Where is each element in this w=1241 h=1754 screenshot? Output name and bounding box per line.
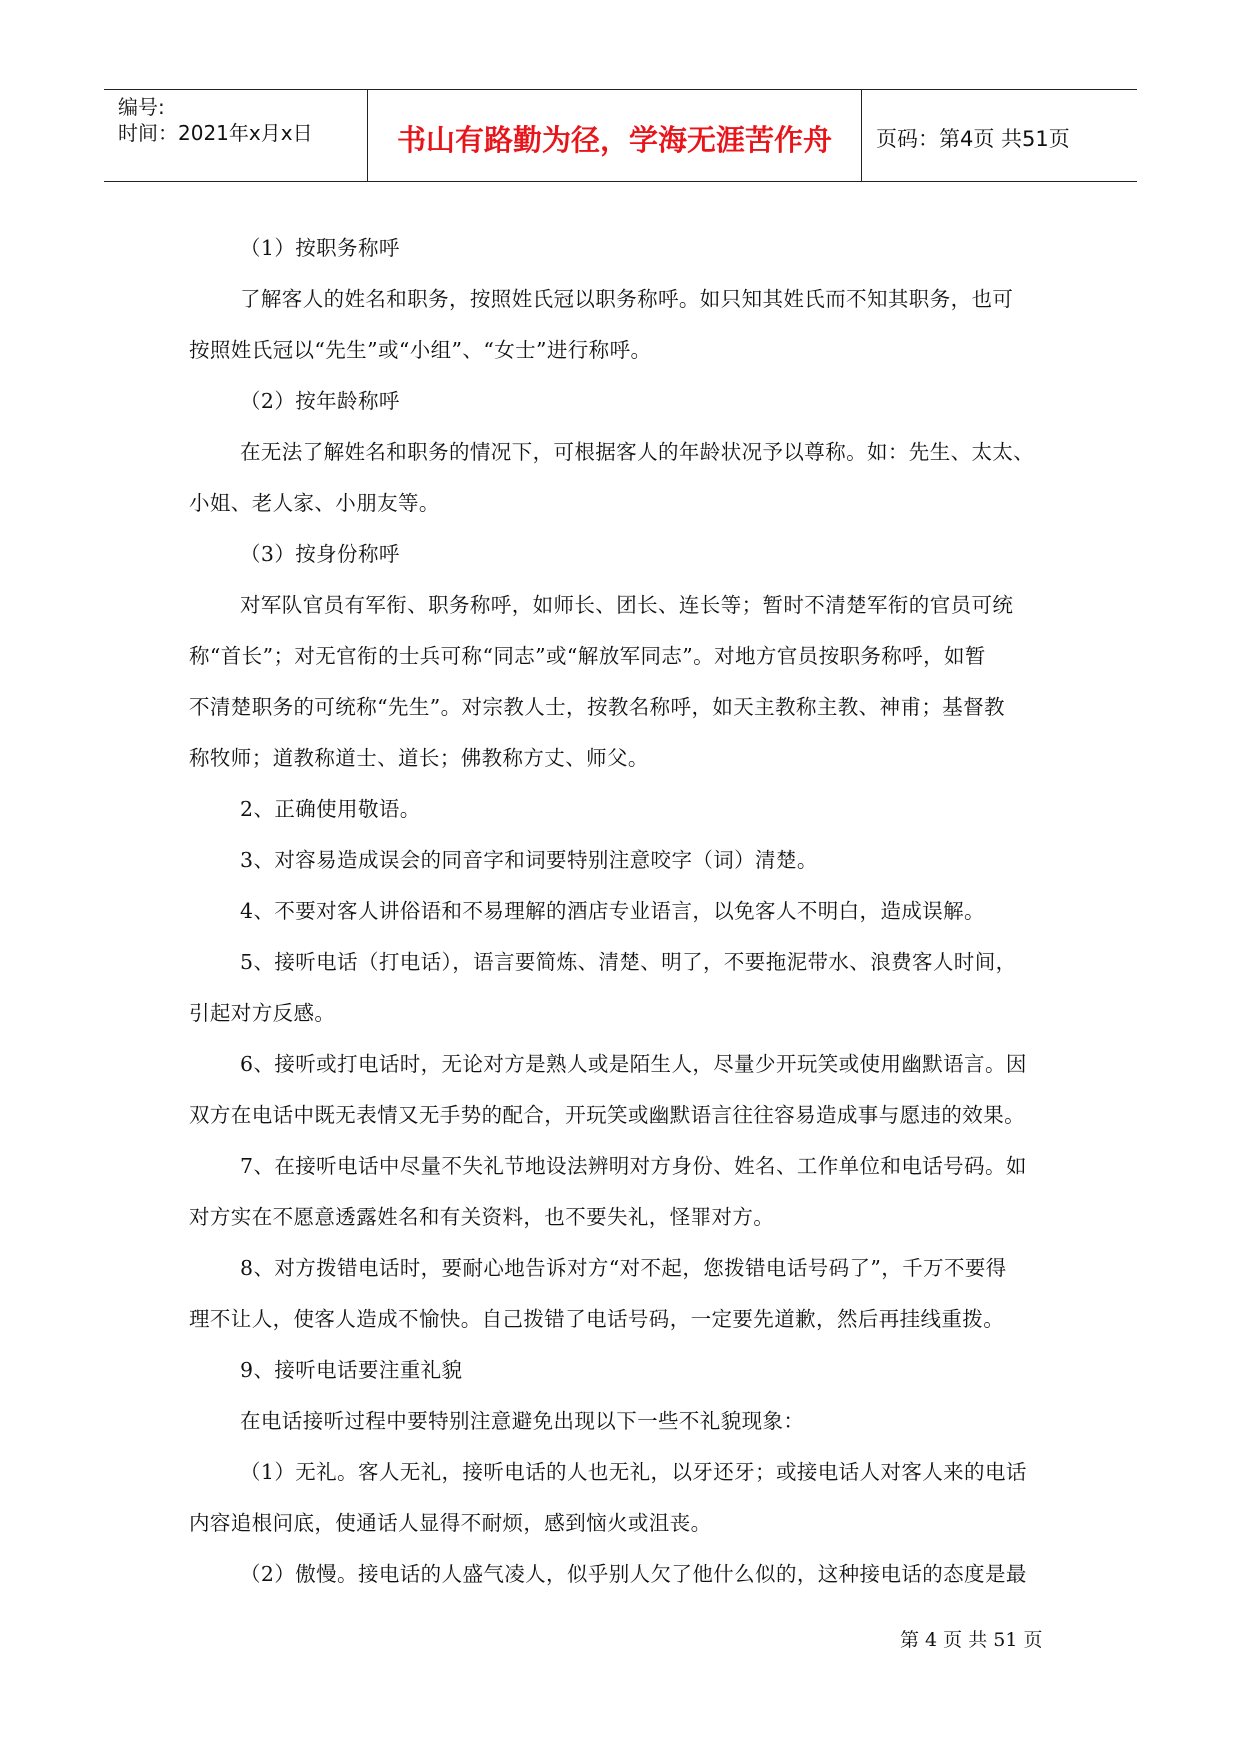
document-body: [189, 223, 1071, 1600]
body-line: 8、对方拨错电话时，要耐心地告诉对方“对不起，您拨错电话号码了”，千万不要得: [240, 1256, 1007, 1280]
motto-title: 书山有路勤为径，学海无涯苦作舟: [396, 123, 832, 157]
body-line: 双方在电话中既无表情又无手势的配合，开玩笑或幽默语言往往容易造成事与愿违的效果。: [189, 1103, 1025, 1127]
body-line: 2、正确使用敬语。: [240, 797, 421, 821]
body-line: 按照姓氏冠以“先生”或“小组”、“女士”进行称呼。: [189, 338, 652, 362]
body-line: （3）按身份称呼: [240, 542, 400, 566]
document-time-label: 时间：2021年x月x日: [118, 121, 313, 145]
body-line: 3、对容易造成误会的同音字和词要特别注意咬字（词）清楚。: [240, 848, 818, 872]
header-page-code: 页码：第4页 共51页: [876, 127, 1070, 151]
body-line: 对军队官员有军衔、职务称呼，如师长、团长、连长等；暂时不清楚军衔的官员可统: [240, 593, 1014, 617]
body-line: 9、接听电话要注重礼貌: [240, 1358, 463, 1382]
body-line: 6、接听或打电话时，无论对方是熟人或是陌生人，尽量少开玩笑或使用幽默语言。因: [240, 1052, 1027, 1076]
body-line: 理不让人，使客人造成不愉快。自己拨错了电话号码，一定要先道歉，然后再挂线重拨。: [189, 1307, 1005, 1331]
header-middle-cell: [368, 90, 862, 181]
body-line: （1）按职务称呼: [240, 236, 400, 260]
header-left-cell: [104, 90, 368, 181]
body-line: 不清楚职务的可统称“先生”。对宗教人士，按教名称呼，如天主教称主教、神甫；基督教: [189, 695, 1005, 719]
header-table: [104, 89, 1137, 182]
body-line: 了解客人的姓名和职务，按照姓氏冠以职务称呼。如只知其姓氏而不知其职务，也可: [240, 287, 1014, 311]
body-line: 称“首长”；对无官衔的士兵可称“同志”或“解放军同志”。对地方官员按职务称呼，如暂: [189, 644, 986, 668]
document-number-label: 编号:: [118, 95, 165, 119]
body-line: 在电话接听过程中要特别注意避免出现以下一些不礼貌现象：: [240, 1409, 805, 1433]
header-right-cell: [862, 90, 1137, 181]
body-line: 内容追根问底，使通话人显得不耐烦，感到恼火或沮丧。: [189, 1511, 712, 1535]
body-line: 7、在接听电话中尽量不失礼节地设法辨明对方身份、姓名、工作单位和电话号码。如: [240, 1154, 1027, 1178]
body-line: 引起对方反感。: [189, 1001, 336, 1025]
body-line: 5、接听电话（打电话），语言要简炼、清楚、明了，不要拖泥带水、浪费客人时间，: [240, 950, 1017, 974]
body-line: （2）按年龄称呼: [240, 389, 400, 413]
body-line: 4、不要对客人讲俗语和不易理解的酒店专业语言，以免客人不明白，造成误解。: [240, 899, 985, 923]
body-line: 小姐、老人家、小朋友等。: [189, 491, 440, 515]
body-line: 在无法了解姓名和职务的情况下，可根据客人的年龄状况予以尊称。如：先生、太太、: [240, 440, 1035, 464]
body-line: 对方实在不愿意透露姓名和有关资料，也不要失礼，怪罪对方。: [189, 1205, 775, 1229]
body-line: 称牧师；道教称道士、道长；佛教称方丈、师父。: [189, 746, 649, 770]
footer-page-number: 第 4 页 共 51 页: [900, 1629, 1043, 1651]
body-line: （2）傲慢。接电话的人盛气凌人，似乎别人欠了他什么似的，这种接电话的态度是最: [240, 1562, 1027, 1586]
body-line: （1）无礼。客人无礼，接听电话的人也无礼，以牙还牙；或接电话人对客人来的电话: [240, 1460, 1027, 1484]
